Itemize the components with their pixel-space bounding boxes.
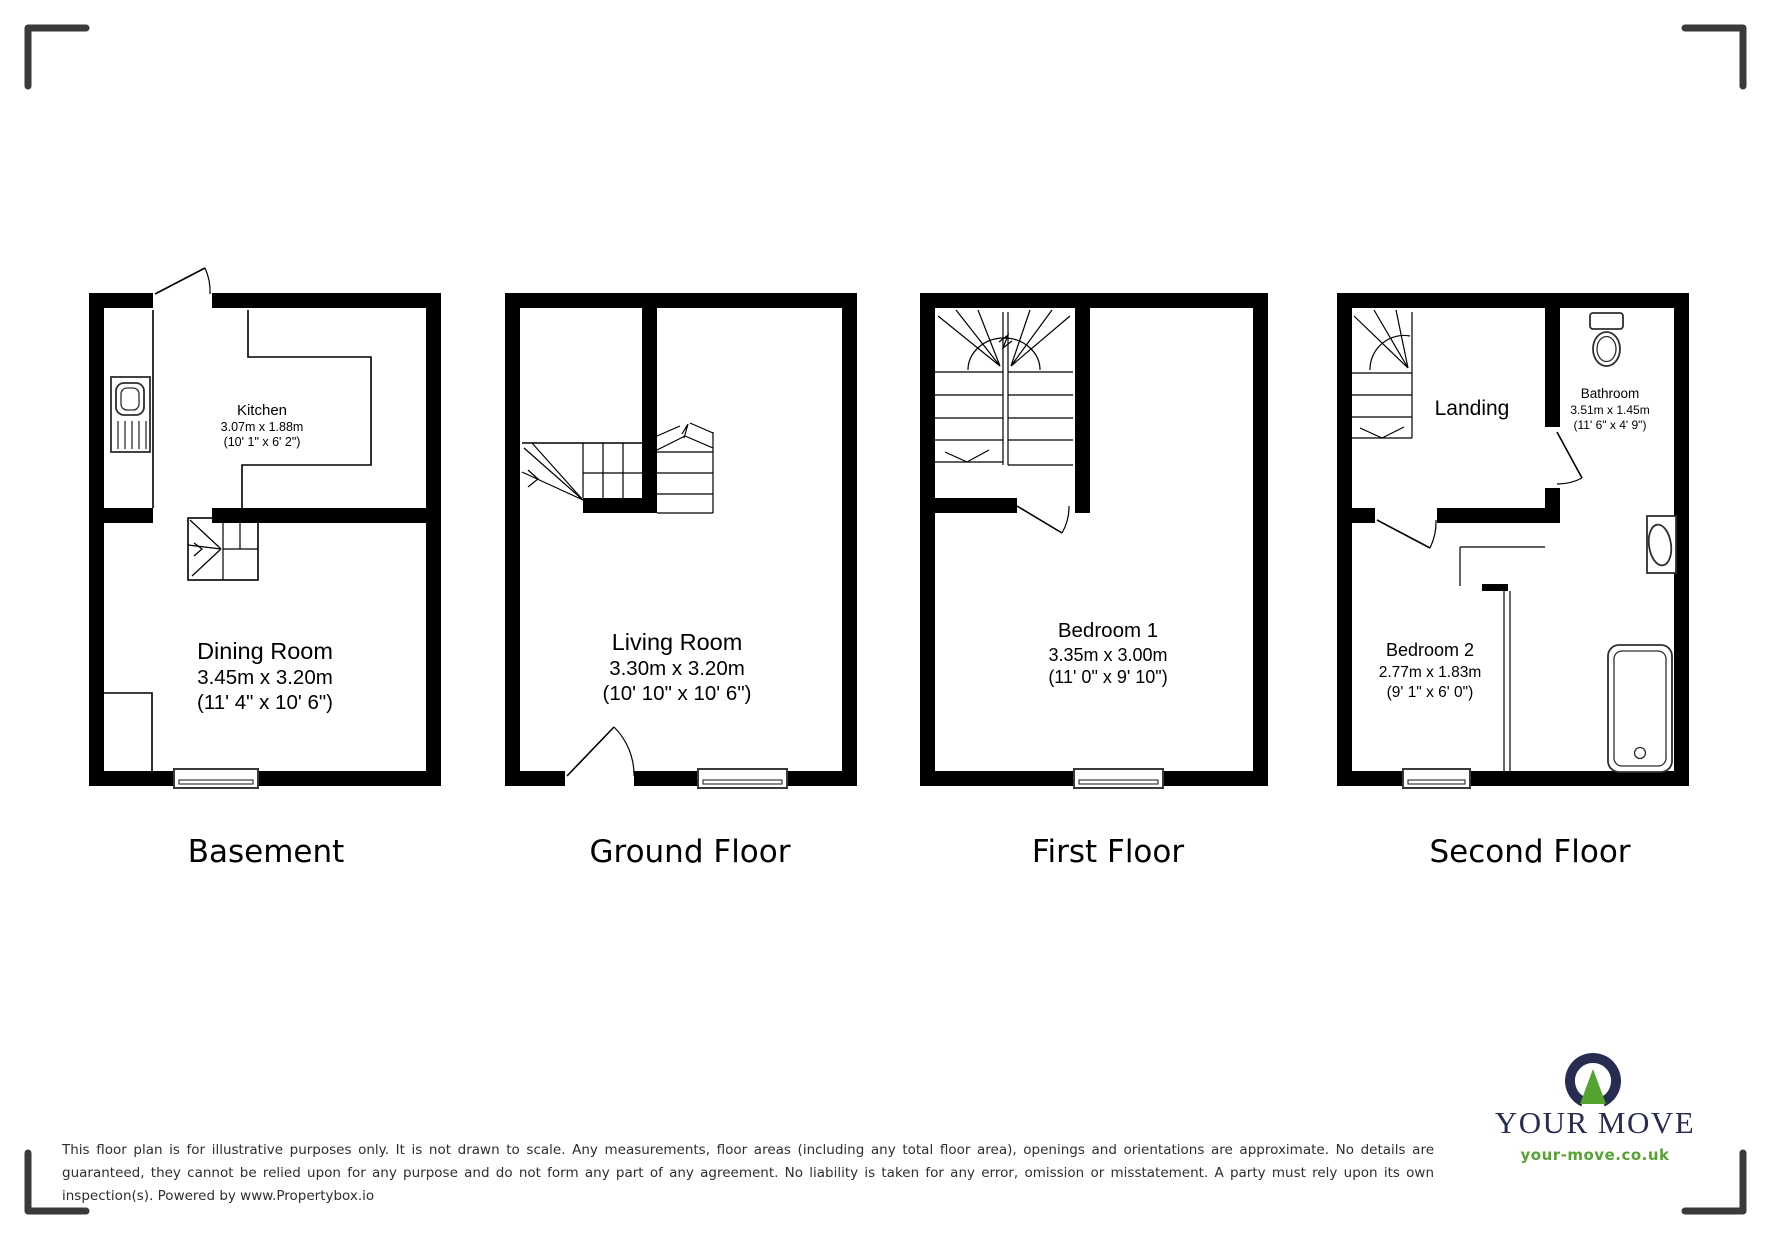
room-dims-bedroom2-ft: (9' 1" x 6' 0") <box>1386 684 1474 701</box>
room-dims-bedroom1-m: 3.35m x 3.00m <box>1048 645 1168 665</box>
room-dims-living-m: 3.30m x 3.20m <box>609 657 745 680</box>
room-dims-dining-ft: (11' 4" x 10' 6") <box>197 691 333 714</box>
your-move-logo <box>1495 1058 1695 1164</box>
room-dims-kitchen-m: 3.07m x 1.88m <box>220 420 304 434</box>
basement-door <box>155 268 210 294</box>
toilet <box>1590 313 1623 366</box>
room-label-bedroom-2: Bedroom 2 <box>1385 640 1475 660</box>
floor-title-ground: Ground Floor <box>589 834 791 870</box>
room-dims-living-ft: (10' 10" x 10' 6") <box>602 682 752 705</box>
ground-internal-wall <box>642 308 657 513</box>
room-dims-dining-m: 3.45m x 3.20m <box>197 666 333 689</box>
disclaimer-text: This floor plan is for illustrative purposes only. It is not drawn to scale. Any measurements, floor areas (including any total floor area), openings and orientations are approximate. No details are guaranteed, they cannot be relied upon for any purpose and do not form any part of any agreement. No liability is taken for any error, omission or misstatement. A party must rely upon its own inspection(s). Powered by www.Propertybox.io <box>62 1142 1434 1204</box>
basement-internal-wall <box>212 508 426 523</box>
corner-mark-bottom-right <box>1685 1153 1743 1211</box>
second-internal-wall <box>1437 508 1560 523</box>
second-internal-wall <box>1545 308 1560 427</box>
ground-door-opening <box>565 768 634 789</box>
room-dims-bedroom2-m: 2.77m x 1.83m <box>1378 664 1482 681</box>
floor-title-basement: Basement <box>187 834 345 870</box>
basin <box>1646 516 1676 573</box>
bathtub <box>1608 645 1672 772</box>
room-label-dining-room: Dining Room <box>197 638 333 664</box>
basement-internal-wall <box>104 508 153 523</box>
ground-window <box>698 769 787 788</box>
floor-titles <box>188 834 1631 870</box>
corner-mark-top-left <box>28 28 86 86</box>
kitchen-sink <box>111 377 150 452</box>
first-window <box>1074 769 1163 788</box>
basement-window <box>174 769 258 788</box>
floorplan-second-floor <box>1337 293 1689 788</box>
second-window <box>1403 769 1470 788</box>
first-internal-wall <box>935 498 1017 513</box>
room-dims-bathroom-ft: (11' 6" x 4' 9") <box>1573 418 1647 432</box>
room-label-kitchen: Kitchen <box>236 402 288 419</box>
room-dims-bathroom-m: 3.51m x 1.45m <box>1570 403 1650 417</box>
floor-title-second: Second Floor <box>1429 834 1631 870</box>
floorplan-first-floor <box>920 293 1268 788</box>
logo-website-text: your-move.co.uk <box>1520 1146 1670 1164</box>
room-dims-bedroom1-ft: (11' 0" x 9' 10") <box>1048 667 1168 687</box>
basement-door-opening <box>153 291 212 310</box>
room-label-bedroom-1: Bedroom 1 <box>1057 619 1159 642</box>
floorplan-basement <box>89 268 441 788</box>
floorplan-ground-floor <box>505 293 857 789</box>
floor-title-first: First Floor <box>1031 834 1185 870</box>
corner-mark-top-right <box>1685 28 1743 86</box>
ground-internal-wall <box>583 498 657 513</box>
second-internal-wall <box>1352 508 1375 523</box>
first-internal-wall <box>1075 308 1090 513</box>
logo-triangle-icon <box>1580 1069 1606 1104</box>
room-label-living-room: Living Room <box>611 629 743 655</box>
room-label-landing: Landing <box>1434 397 1510 420</box>
room-label-bathroom: Bathroom <box>1580 386 1640 401</box>
logo-brand-text: YOUR MOVE <box>1494 1105 1696 1140</box>
room-dims-kitchen-ft: (10' 1" x 6' 2") <box>223 435 301 449</box>
